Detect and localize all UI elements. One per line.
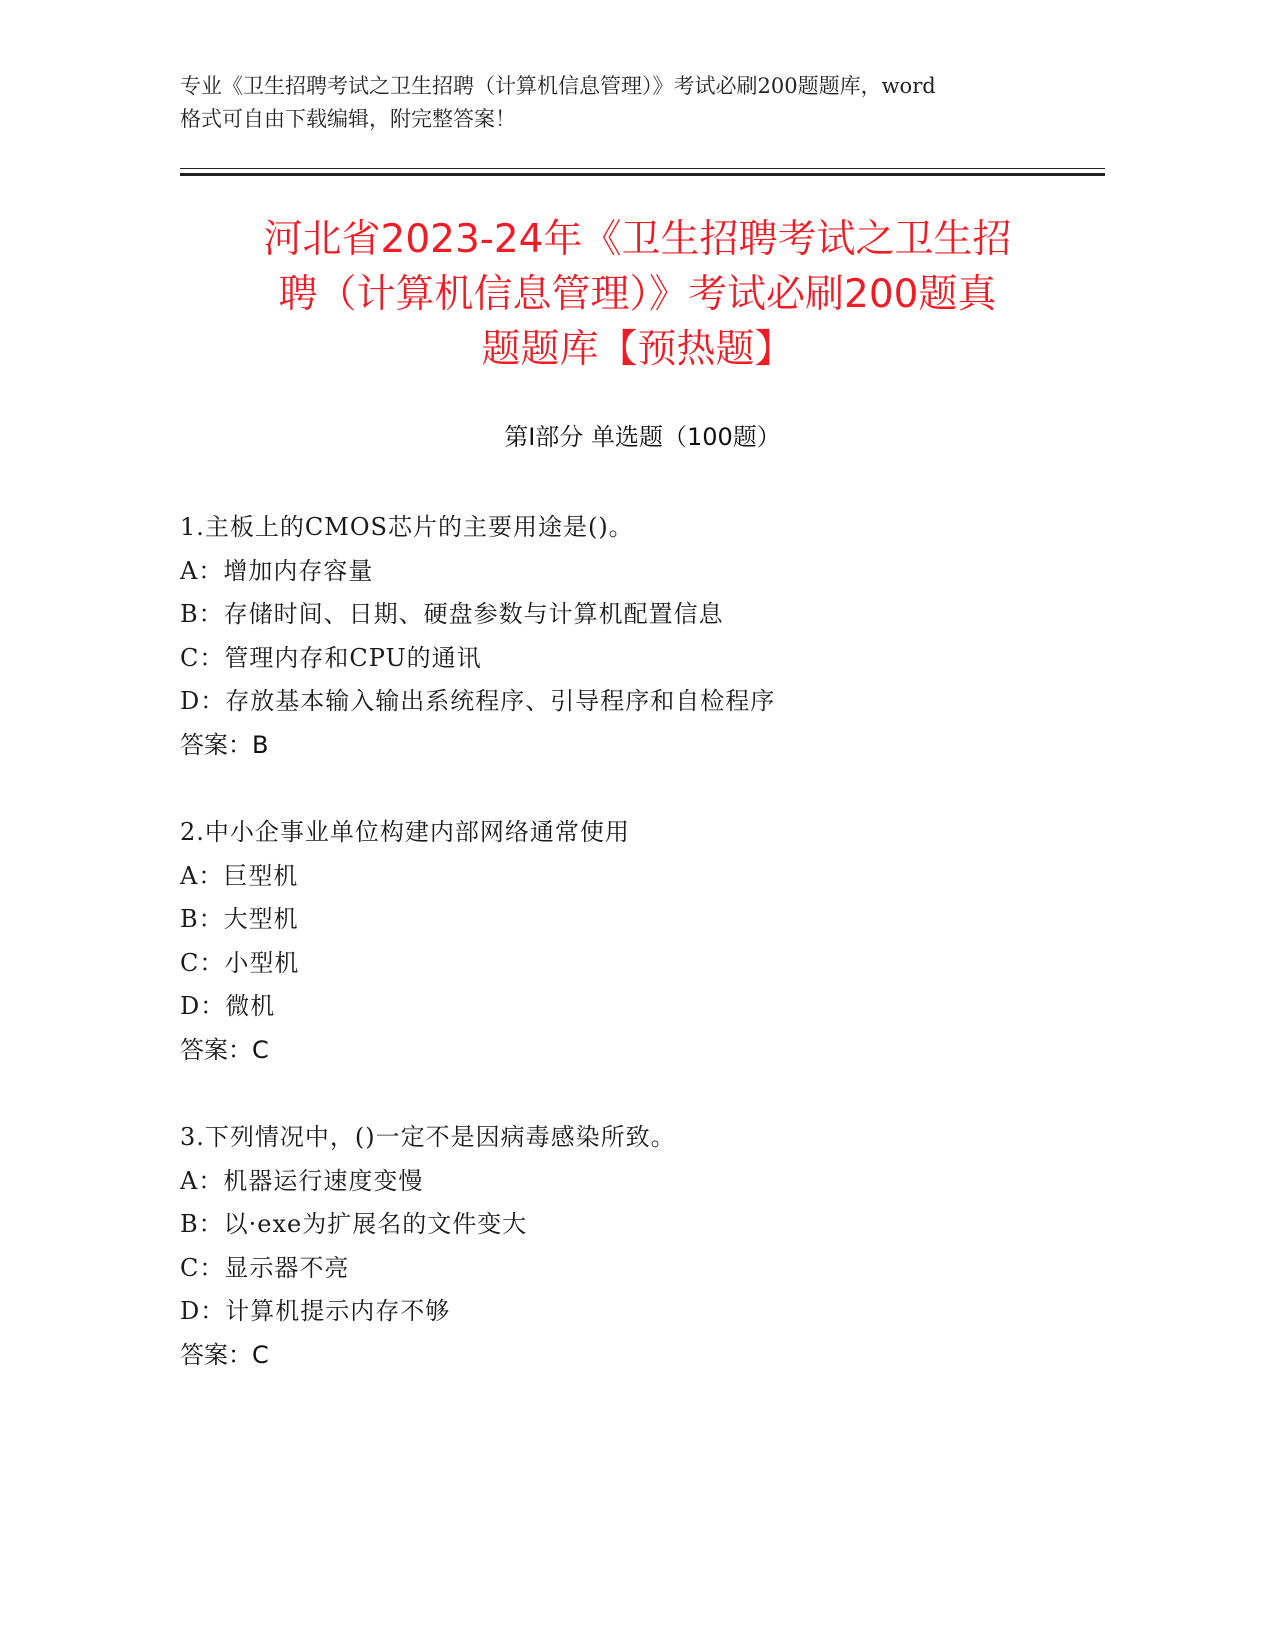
option-a: A：增加内存容量 (180, 556, 374, 585)
title-line-3: 题题库【预热题】 (481, 327, 794, 372)
question-stem: 3.下列情况中，()一定不是因病毒感染所致。 (180, 1123, 676, 1151)
question-stem: 2.中小企事业单位构建内部网络通常使用 (180, 818, 630, 846)
section-heading: 第Ⅰ部分 单选题（100题） (504, 423, 781, 451)
option-b: B：存储时间、日期、硬盘参数与计算机配置信息 (180, 600, 724, 628)
option-d: D：计算机提示内存不够 (180, 1297, 451, 1325)
option-c: C：小型机 (180, 948, 300, 977)
answer-label: 答案：C (180, 1340, 269, 1369)
question-list (180, 506, 1105, 1421)
option-b: B：大型机 (180, 905, 299, 933)
header-note-line-1: 专业《卫生招聘考试之卫生招聘（计算机信息管理）》考试必刷200题题库，word (180, 74, 936, 98)
question-2 (180, 811, 1105, 1072)
answer-label: 答案：B (180, 730, 269, 759)
option-d: D：微机 (180, 992, 276, 1020)
option-a: A：巨型机 (180, 861, 299, 890)
option-c: C：管理内存和CPU的通讯 (180, 643, 482, 672)
option-c: C：显示器不亮 (180, 1253, 350, 1282)
document-title (150, 212, 1125, 377)
option-b: B：以·exe为扩展名的文件变大 (180, 1210, 528, 1238)
title-line-2: 聘（计算机信息管理）》考试必刷200题真 (278, 272, 997, 317)
header-divider-thin (180, 168, 1105, 169)
title-line-1: 河北省2023-24年《卫生招聘考试之卫生招 (263, 217, 1012, 262)
header-note-line-2: 格式可自由下载编辑，附完整答案！ (180, 107, 516, 131)
answer-label: 答案：C (180, 1035, 269, 1064)
question-3 (180, 1116, 1105, 1377)
question-1 (180, 506, 1105, 767)
option-d: D：存放基本输入输出系统程序、引导程序和自检程序 (180, 687, 776, 715)
header-note (180, 70, 1100, 136)
question-stem: 1.主板上的CMOS芯片的主要用途是()。 (180, 513, 634, 541)
header-divider-thick (180, 173, 1105, 176)
option-a: A：机器运行速度变慢 (180, 1166, 424, 1195)
